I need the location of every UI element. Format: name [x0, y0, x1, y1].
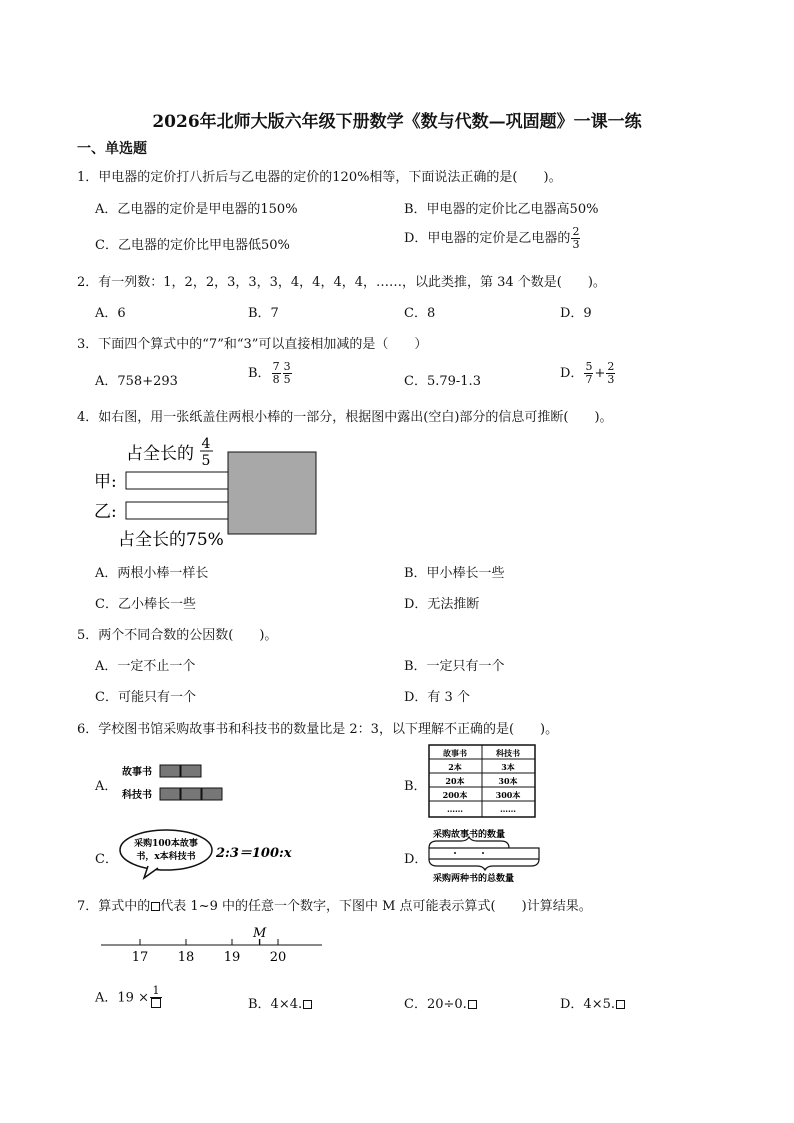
q2-option-b: B．7 — [248, 306, 279, 321]
fraction: $\frac{7}{8}$ — [272, 360, 280, 386]
q3-option-d: D． $\frac{5}{7}$ + $\frac{2}{3}$ — [560, 360, 615, 386]
q3-option-a: A．758+293 — [95, 374, 178, 389]
bubble-line-1: 采购100本故事 — [134, 839, 198, 849]
axis-label: 20 — [269, 950, 287, 965]
q5-option-b: B．一定只有一个 — [404, 659, 505, 674]
fraction: $\frac{5}{7}$ — [585, 360, 593, 386]
bar-segment — [160, 788, 180, 800]
q6-option-b-label: B． — [404, 779, 427, 794]
table-cell: 30本 — [498, 776, 518, 786]
question-6: 6．学校图书馆采购故事书和科技书的数量比是 2：3，以下理解不正确的是( )。 — [77, 722, 559, 737]
story-book-label: 故事书 — [122, 767, 152, 778]
story-quantity-label: 采购故事书的数量 — [433, 830, 506, 840]
speech-bubble — [120, 830, 212, 870]
question-5: 5．两个不同合数的公因数( )。 — [77, 628, 278, 643]
table-cell: 300本 — [495, 790, 521, 800]
q7-option-d: D．4×5. — [560, 993, 625, 1012]
page-title: 2026年北师大版六年级下册数学《数与代数—巩固题》一课一练 — [152, 112, 642, 132]
stick-jia — [126, 472, 236, 489]
stick-yi — [126, 502, 236, 519]
axis-label: 18 — [177, 950, 195, 965]
bar-segment — [202, 788, 222, 800]
q1-option-b: B．甲电器的定价比乙电器高50% — [404, 202, 599, 217]
q6-option-b-table — [428, 744, 538, 819]
table-cell: …… — [500, 804, 516, 814]
section-heading: 一、单选题 — [77, 141, 147, 157]
question-4: 4．如右图，用一张纸盖住两根小棒的一部分，根据图中露出(空白)部分的信息可推断( )。 — [77, 410, 613, 425]
q6-option-a-label: A． — [95, 779, 118, 794]
q6-option-c-label: C． — [95, 852, 118, 867]
q5-option-c: C．可能只有一个 — [95, 690, 196, 705]
q5-option-d: D．有 3 个 — [404, 690, 470, 705]
placeholder-square-icon — [151, 902, 160, 911]
bubble-line-2: 书，x本科技书 — [136, 852, 196, 862]
q1-option-d-text: D．甲电器的定价是乙电器的 — [404, 231, 571, 246]
table-header: 故事书 — [443, 748, 467, 758]
q2-option-a: A．6 — [95, 306, 126, 321]
q4-sticks-figure — [88, 432, 328, 550]
q7-option-b: B．4×4. — [248, 993, 312, 1012]
q4-option-d: D．无法推断 — [404, 597, 480, 612]
q1-option-d — [404, 226, 581, 251]
table-cell: 3本 — [501, 762, 515, 772]
q5-option-a: A．一定不止一个 — [95, 659, 196, 674]
point-m-label: M — [252, 926, 267, 941]
total-quantity-label: 采购两种书的总数量 — [433, 874, 515, 884]
fraction: $\frac{2}{3}$ — [607, 360, 615, 386]
fig-jia-label: 甲: — [94, 472, 117, 492]
q6-option-a-figure — [120, 760, 230, 805]
covering-paper — [228, 452, 316, 534]
placeholder-square-icon — [468, 1000, 477, 1009]
axis-label: 19 — [223, 950, 241, 965]
segment-bar — [429, 848, 539, 859]
fraction: $\frac{3}{5}$ — [283, 360, 291, 386]
table-header: 科技书 — [496, 748, 520, 758]
q7-option-c: C．20÷0. — [404, 993, 477, 1012]
q6-option-d-figure — [425, 826, 545, 884]
placeholder-square-icon — [151, 998, 161, 1008]
q4-option-a: A．两根小棒一样长 — [95, 566, 209, 581]
segment-dot — [454, 852, 456, 854]
bar-segment — [181, 765, 201, 777]
question-3: 3．下面四个算式中的“7”和“3”可以直接相加减的是（ ） — [77, 337, 428, 352]
placeholder-square-icon — [303, 1000, 312, 1009]
bar-segment — [181, 788, 201, 800]
q3-option-c: C．5.79-1.3 — [404, 374, 481, 389]
q1-option-c: C．乙电器的定价比甲电器低50% — [95, 238, 290, 253]
fig-yi-label: 乙: — [94, 502, 117, 522]
question-1: 1．甲电器的定价打八折后与乙电器的定价的120%相等，下面说法正确的是( )。 — [77, 170, 562, 185]
q4-option-b: B．甲小棒长一些 — [404, 566, 505, 581]
fig-top-label: 占全长的 — [126, 444, 194, 464]
bar-segment — [160, 765, 180, 777]
table-cell: 2本 — [448, 762, 462, 772]
segment-dot — [482, 852, 484, 854]
fig-bottom-label: 占全长的75% — [118, 530, 224, 550]
q2-option-c: C．8 — [404, 306, 436, 321]
q7-number-line — [96, 925, 336, 965]
q6-option-d-label: D． — [404, 852, 428, 867]
q1-option-d-fraction: $\frac{2}{3}$ — [572, 225, 580, 251]
q3-option-b: B． $\frac{7}{8}$ $\frac{3}{5}$ — [248, 360, 291, 386]
bottom-brace — [429, 859, 539, 870]
axis-label: 17 — [131, 950, 149, 965]
fraction: 1 — [150, 985, 162, 1011]
placeholder-square-icon — [616, 1000, 625, 1009]
q6-option-c-figure — [118, 826, 298, 882]
q7-option-a: A．19 × 1 — [95, 985, 163, 1011]
fig-top-frac-den: 5 — [201, 453, 211, 469]
q1-option-a: A．乙电器的定价是甲电器的150% — [95, 202, 298, 217]
fig-top-frac-num: 4 — [201, 436, 211, 452]
table-cell: 200本 — [442, 790, 468, 800]
science-book-label: 科技书 — [122, 790, 152, 801]
q4-option-c: C．乙小棒长一些 — [95, 597, 196, 612]
table-cell: …… — [447, 804, 463, 814]
table-cell: 20本 — [445, 776, 465, 786]
question-2: 2．有一列数：1，2，2，3，3，3，4，4，4，4，……，以此类推，第 34 个数是( )。 — [77, 275, 606, 290]
q2-option-d: D．9 — [560, 306, 592, 321]
question-7: 7．算式中的 代表 1~9 中的任意一个数字，下图中 M 点可能表示算式( )计算结果。 — [77, 899, 592, 914]
ratio-equation: 2:3＝100:x — [216, 846, 292, 861]
